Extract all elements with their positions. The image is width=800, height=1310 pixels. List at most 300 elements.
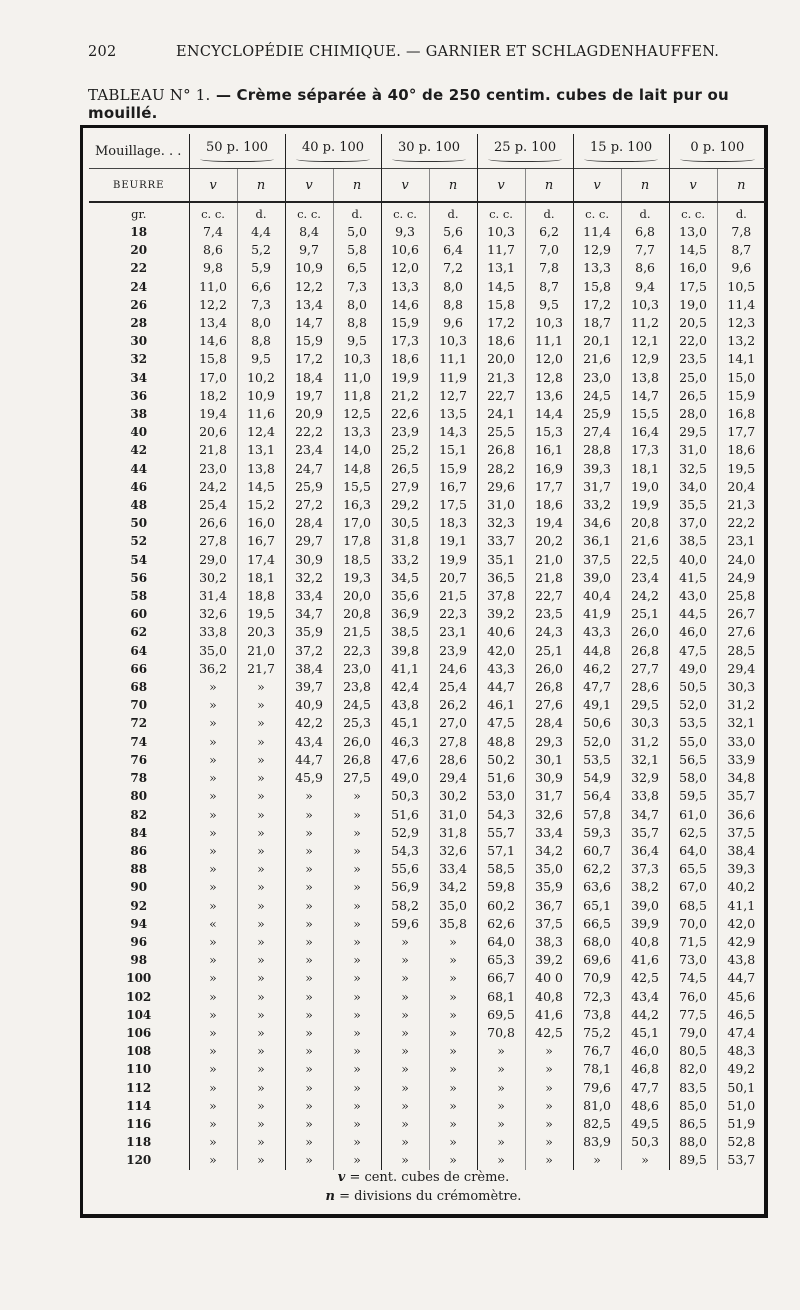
table-cell: » — [285, 1024, 333, 1042]
table-cell: 55,0 — [669, 733, 717, 751]
table-cell: » — [333, 1024, 381, 1042]
table-cell: 47,5 — [669, 642, 717, 660]
table-cell: » — [477, 1042, 525, 1060]
units-row — [89, 202, 765, 223]
table-cell: » — [333, 878, 381, 896]
table-cell: 8,0 — [429, 278, 477, 296]
table-cell: » — [237, 1115, 285, 1133]
table-cell: 24,3 — [525, 623, 573, 641]
table-cell: 66,5 — [573, 915, 621, 933]
table-cell: 36,1 — [573, 532, 621, 550]
table-cell: 19,1 — [429, 532, 477, 550]
table-row — [89, 969, 765, 987]
table-cell: 73,0 — [669, 951, 717, 969]
table-cell: 17,5 — [429, 496, 477, 514]
butter-value: 64 — [130, 643, 148, 658]
brace-mark — [488, 155, 562, 162]
table-cell: » — [285, 860, 333, 878]
group-label: 15 p. 100 — [590, 140, 653, 155]
table-cell: » — [333, 1006, 381, 1024]
sub-header-v: v — [381, 169, 429, 203]
table-cell: 21,5 — [333, 623, 381, 641]
table-cell: 41,5 — [669, 569, 717, 587]
table-cell: » — [237, 842, 285, 860]
table-cell: 18,7 — [573, 314, 621, 332]
table-cell: 76,7 — [573, 1042, 621, 1060]
butter-value: 20 — [130, 243, 148, 258]
table-cell: 34,2 — [429, 878, 477, 896]
table-cell: 13,4 — [189, 314, 237, 332]
table-cell: 56,9 — [381, 878, 429, 896]
table-cell: 23,4 — [621, 569, 669, 587]
table-cell: 6,8 — [621, 223, 669, 241]
table-cell: » — [237, 769, 285, 787]
table-cell: 33,8 — [621, 787, 669, 805]
table-cell: 69,6 — [573, 951, 621, 969]
table-row — [89, 696, 765, 714]
table-cell: 78,1 — [573, 1060, 621, 1078]
table-cell: 83,9 — [573, 1133, 621, 1151]
table-cell: » — [237, 751, 285, 769]
table-cell: 18,6 — [477, 332, 525, 350]
unit-cell: d. — [237, 202, 285, 223]
table-cell: 7,8 — [525, 259, 573, 277]
table-cell: 15,3 — [525, 423, 573, 441]
table-row — [89, 733, 765, 751]
table-cell: 64,0 — [669, 842, 717, 860]
table-cell: 10,3 — [525, 314, 573, 332]
table-cell: 33,8 — [189, 623, 237, 641]
table-row — [89, 478, 765, 496]
table-cell: » — [285, 988, 333, 1006]
table-cell: 16,3 — [333, 496, 381, 514]
table-cell: » — [189, 714, 237, 732]
table-cell: 11,7 — [477, 241, 525, 259]
table-cell: 10,3 — [621, 296, 669, 314]
table-row — [89, 296, 765, 314]
table-cell: » — [477, 1060, 525, 1078]
table-row — [89, 587, 765, 605]
table-cell: 24,7 — [285, 460, 333, 478]
table-cell: » — [237, 1079, 285, 1097]
table-cell: 27,8 — [429, 733, 477, 751]
table-cell: 24,5 — [333, 696, 381, 714]
table-cell: 26,6 — [189, 514, 237, 532]
table-cell: 32,6 — [525, 806, 573, 824]
table-cell: » — [525, 1042, 573, 1060]
table-cell: 31,0 — [429, 806, 477, 824]
table-cell: 31,0 — [477, 496, 525, 514]
table-cell: 20,9 — [285, 405, 333, 423]
table-cell: 21,8 — [189, 441, 237, 459]
table-cell: 31,2 — [717, 696, 765, 714]
table-cell: 62,6 — [477, 915, 525, 933]
table-cell: 18,5 — [333, 551, 381, 569]
table-cell: 79,6 — [573, 1079, 621, 1097]
table-cell: 68,0 — [573, 933, 621, 951]
table-cell: » — [189, 1133, 237, 1151]
unit-cell: d. — [525, 202, 573, 223]
table-cell: 27,5 — [333, 769, 381, 787]
table-cell: » — [285, 1133, 333, 1151]
table-cell: 42,5 — [525, 1024, 573, 1042]
table-cell: » — [237, 678, 285, 696]
table-cell: 9,5 — [525, 296, 573, 314]
table-cell: 82,0 — [669, 1060, 717, 1078]
table-cell: 43,8 — [381, 696, 429, 714]
table-cell: 51,6 — [381, 806, 429, 824]
table-cell: 27,7 — [621, 660, 669, 678]
table-cell: 25,4 — [189, 496, 237, 514]
table-cell: 33,2 — [573, 496, 621, 514]
table-cell: 18,6 — [381, 350, 429, 368]
table-cell: » — [237, 988, 285, 1006]
table-cell: » — [237, 696, 285, 714]
table-cell: » — [477, 1079, 525, 1097]
table-cell: 11,4 — [717, 296, 765, 314]
table-cell: 23,1 — [717, 532, 765, 550]
table-cell: 41,9 — [573, 605, 621, 623]
table-cell: 26,8 — [477, 441, 525, 459]
table-cell: » — [189, 933, 237, 951]
table-cell: 24,0 — [717, 551, 765, 569]
table-cell: » — [381, 1097, 429, 1115]
table-cell: 23,0 — [189, 460, 237, 478]
table-cell: » — [333, 969, 381, 987]
table-cell: 14,6 — [381, 296, 429, 314]
table-cell: » — [381, 969, 429, 987]
butter-value: 108 — [126, 1044, 152, 1059]
table-cell: » — [285, 1079, 333, 1097]
table-cell: 38,5 — [669, 532, 717, 550]
table-cell: » — [285, 915, 333, 933]
table-cell: 13,6 — [525, 387, 573, 405]
table-cell: 28,6 — [429, 751, 477, 769]
table-cell: 40 0 — [525, 969, 573, 987]
butter-value: 110 — [126, 1062, 152, 1077]
group-label: 40 p. 100 — [301, 140, 365, 155]
table-cell: 12,2 — [189, 296, 237, 314]
table-cell: 19,5 — [717, 460, 765, 478]
table-cell: 5,2 — [237, 241, 285, 259]
table-cell: 52,0 — [573, 733, 621, 751]
table-row — [89, 642, 765, 660]
table-cell: » — [381, 1006, 429, 1024]
table-cell: 41,1 — [381, 660, 429, 678]
table-cell: 17,0 — [333, 514, 381, 532]
table-cell: 13,8 — [237, 460, 285, 478]
butter-value: 88 — [130, 862, 148, 877]
table-cell: » — [285, 824, 333, 842]
table-cell: 52,0 — [669, 696, 717, 714]
sub-header-v: v — [285, 169, 333, 203]
table-row — [89, 1097, 765, 1115]
sub-header-n: n — [621, 169, 669, 203]
table-cell: 25,4 — [429, 678, 477, 696]
table-cell: 14,3 — [429, 423, 477, 441]
table-cell: 12,3 — [717, 314, 765, 332]
table-cell: » — [189, 678, 237, 696]
table-cell: 14,0 — [333, 441, 381, 459]
table-cell: » — [189, 1097, 237, 1115]
table-cell: 83,5 — [669, 1079, 717, 1097]
table-cell: » — [381, 1024, 429, 1042]
table-row — [89, 1133, 765, 1151]
table-cell: 39,3 — [573, 460, 621, 478]
sub-header-n: n — [237, 169, 285, 203]
table-cell: 31,4 — [189, 587, 237, 605]
table-row — [89, 824, 765, 842]
butter-value: 70 — [130, 698, 148, 713]
table-cell: 18,3 — [429, 514, 477, 532]
table-row — [89, 1042, 765, 1060]
table-cell: 11,1 — [429, 350, 477, 368]
table-cell: 40,6 — [477, 623, 525, 641]
table-cell: 28,8 — [573, 441, 621, 459]
table-cell: » — [333, 915, 381, 933]
sub-header-v: v — [189, 169, 237, 203]
table-row — [89, 806, 765, 824]
table-row — [89, 878, 765, 896]
unit-cell: gr. — [131, 206, 147, 221]
table-cell: 7,2 — [429, 259, 477, 277]
table-cell: 42,9 — [717, 933, 765, 951]
table-cell: 15,9 — [381, 314, 429, 332]
table-cell: » — [189, 806, 237, 824]
table-cell: 27,8 — [189, 532, 237, 550]
table-row — [89, 332, 765, 350]
table-cell: 13,8 — [621, 369, 669, 387]
table-cell: 82,5 — [573, 1115, 621, 1133]
table-cell: 32,1 — [621, 751, 669, 769]
table-cell: » — [333, 1151, 381, 1169]
table-cell: 12,5 — [333, 405, 381, 423]
table-cell: 60,2 — [477, 897, 525, 915]
table-cell: 16,1 — [525, 441, 573, 459]
butter-value: 86 — [130, 843, 148, 858]
table-cell: » — [189, 1006, 237, 1024]
table-cell: 44,7 — [477, 678, 525, 696]
table-cell: 20,5 — [669, 314, 717, 332]
table-cell: 15,9 — [429, 460, 477, 478]
butter-value: 62 — [130, 625, 148, 640]
sub-header-v: v — [573, 169, 621, 203]
table-cell: 20,2 — [525, 532, 573, 550]
table-row — [89, 1151, 765, 1169]
table-cell: 17,7 — [717, 423, 765, 441]
brace-mark — [584, 155, 658, 162]
table-cell: 32,9 — [621, 769, 669, 787]
butter-value: 102 — [126, 989, 152, 1004]
butter-value: 66 — [130, 661, 148, 676]
table-cell: 70,9 — [573, 969, 621, 987]
table-cell: 8,6 — [189, 241, 237, 259]
butter-value: 42 — [130, 443, 148, 458]
table-cell: 80,5 — [669, 1042, 717, 1060]
table-cell: 12,9 — [573, 241, 621, 259]
table-cell: » — [381, 1115, 429, 1133]
table-cell: » — [381, 951, 429, 969]
table-cell: 17,4 — [237, 551, 285, 569]
table-cell: 52,9 — [381, 824, 429, 842]
table-cell: » — [525, 1115, 573, 1133]
table-cell: 81,0 — [573, 1097, 621, 1115]
butter-value: 90 — [130, 880, 148, 895]
table-cell: 33,4 — [525, 824, 573, 842]
table-cell: » — [237, 714, 285, 732]
butter-value: 58 — [130, 589, 148, 604]
table-row — [89, 988, 765, 1006]
butter-value: 44 — [130, 461, 148, 476]
table-cell: 25,8 — [717, 587, 765, 605]
table-cell: 46,0 — [669, 623, 717, 641]
butter-value: 24 — [130, 279, 148, 294]
table-cell: 20,0 — [333, 587, 381, 605]
table-cell: 34,2 — [525, 842, 573, 860]
table-cell: 23,9 — [381, 423, 429, 441]
table-cell: 16,7 — [429, 478, 477, 496]
table-cell: 31,2 — [621, 733, 669, 751]
table-cell: 66,7 — [477, 969, 525, 987]
table-row — [89, 569, 765, 587]
table-cell: 7,4 — [189, 223, 237, 241]
table-cell: 14,5 — [237, 478, 285, 496]
table-cell: 46,0 — [621, 1042, 669, 1060]
table-cell: 24,2 — [621, 587, 669, 605]
table-cell: » — [237, 897, 285, 915]
table-cell: 45,9 — [285, 769, 333, 787]
table-cell: 26,2 — [429, 696, 477, 714]
table-cell: 58,5 — [477, 860, 525, 878]
table-cell: 89,5 — [669, 1151, 717, 1169]
table-cell: 35,7 — [717, 787, 765, 805]
table-cell: 39,2 — [477, 605, 525, 623]
table-cell: 35,0 — [189, 642, 237, 660]
table-cell: 15,2 — [237, 496, 285, 514]
sub-header-row — [89, 169, 765, 203]
cream-table — [89, 134, 765, 1170]
table-cell: » — [189, 860, 237, 878]
table-cell: 55,7 — [477, 824, 525, 842]
butter-value: 98 — [130, 953, 148, 968]
table-cell: 21,0 — [237, 642, 285, 660]
butter-value: 78 — [130, 771, 148, 786]
table-cell: » — [333, 824, 381, 842]
table-cell: 88,0 — [669, 1133, 717, 1151]
table-row — [89, 605, 765, 623]
table-cell: 85,0 — [669, 1097, 717, 1115]
table-cell: 8,0 — [333, 296, 381, 314]
table-cell: 11,9 — [429, 369, 477, 387]
table-cell: 68,5 — [669, 897, 717, 915]
table-cell: 20,7 — [429, 569, 477, 587]
table-cell: 29,3 — [525, 733, 573, 751]
table-cell: 17,7 — [525, 478, 573, 496]
table-cell: » — [381, 988, 429, 1006]
table-cell: 34,7 — [285, 605, 333, 623]
table-cell: 7,7 — [621, 241, 669, 259]
table-cell: » — [285, 787, 333, 805]
table-row — [89, 623, 765, 641]
table-cell: 46,3 — [381, 733, 429, 751]
table-cell: 42,2 — [285, 714, 333, 732]
table-cell: 36,2 — [189, 660, 237, 678]
table-cell: 23,0 — [333, 660, 381, 678]
table-cell: 34,0 — [669, 478, 717, 496]
table-cell: » — [381, 1079, 429, 1097]
table-cell: 14,4 — [525, 405, 573, 423]
table-cell: 48,3 — [717, 1042, 765, 1060]
table-cell: » — [237, 915, 285, 933]
table-cell: 44,7 — [717, 969, 765, 987]
table-cell: 37,2 — [285, 642, 333, 660]
table-cell: 36,4 — [621, 842, 669, 860]
table-cell: 36,5 — [477, 569, 525, 587]
table-row — [89, 223, 765, 241]
table-cell: 61,0 — [669, 806, 717, 824]
table-cell: 63,6 — [573, 878, 621, 896]
table-cell: 25,9 — [573, 405, 621, 423]
table-cell: 30,9 — [525, 769, 573, 787]
brace-mark — [392, 155, 466, 162]
table-cell: 35,6 — [381, 587, 429, 605]
table-cell: 5,8 — [333, 241, 381, 259]
table-cell: 60,7 — [573, 842, 621, 860]
table-cell: 24,1 — [477, 405, 525, 423]
table-cell: 38,4 — [717, 842, 765, 860]
unit-cell: c. c. — [381, 202, 429, 223]
table-cell: 47,5 — [477, 714, 525, 732]
table-cell: 14,7 — [621, 387, 669, 405]
table-cell: 5,6 — [429, 223, 477, 241]
table-cell: 25,1 — [525, 642, 573, 660]
table-cell: 20,4 — [717, 478, 765, 496]
table-cell: 6,2 — [525, 223, 573, 241]
table-cell: 32,2 — [285, 569, 333, 587]
unit-cell: d. — [333, 202, 381, 223]
table-cell: 19,9 — [621, 496, 669, 514]
table-cell: 22,7 — [477, 387, 525, 405]
table-cell: 49,2 — [717, 1060, 765, 1078]
table-cell: 9,3 — [381, 223, 429, 241]
table-cell: » — [429, 1151, 477, 1169]
table-cell: 50,2 — [477, 751, 525, 769]
butter-value: 96 — [130, 934, 148, 949]
table-cell: 49,1 — [573, 696, 621, 714]
table-cell: 25,5 — [477, 423, 525, 441]
table-row — [89, 1060, 765, 1078]
table-cell: 46,1 — [477, 696, 525, 714]
table-cell: 20,1 — [573, 332, 621, 350]
table-cell: 23,8 — [333, 678, 381, 696]
table-cell: 24,5 — [573, 387, 621, 405]
table-cell: 12,0 — [381, 259, 429, 277]
table-cell: 35,0 — [429, 897, 477, 915]
table-cell: 28,2 — [477, 460, 525, 478]
table-cell: 32,3 — [477, 514, 525, 532]
butter-value: 74 — [130, 734, 148, 749]
table-cell: 46,8 — [621, 1060, 669, 1078]
table-cell: 30,3 — [717, 678, 765, 696]
table-cell: 33,9 — [717, 751, 765, 769]
table-cell: 19,0 — [621, 478, 669, 496]
table-cell: 16,0 — [237, 514, 285, 532]
table-cell: 35,1 — [477, 551, 525, 569]
butter-value: 40 — [130, 425, 148, 440]
table-cell: 11,6 — [237, 405, 285, 423]
table-cell: 69,5 — [477, 1006, 525, 1024]
table-cell: » — [189, 787, 237, 805]
